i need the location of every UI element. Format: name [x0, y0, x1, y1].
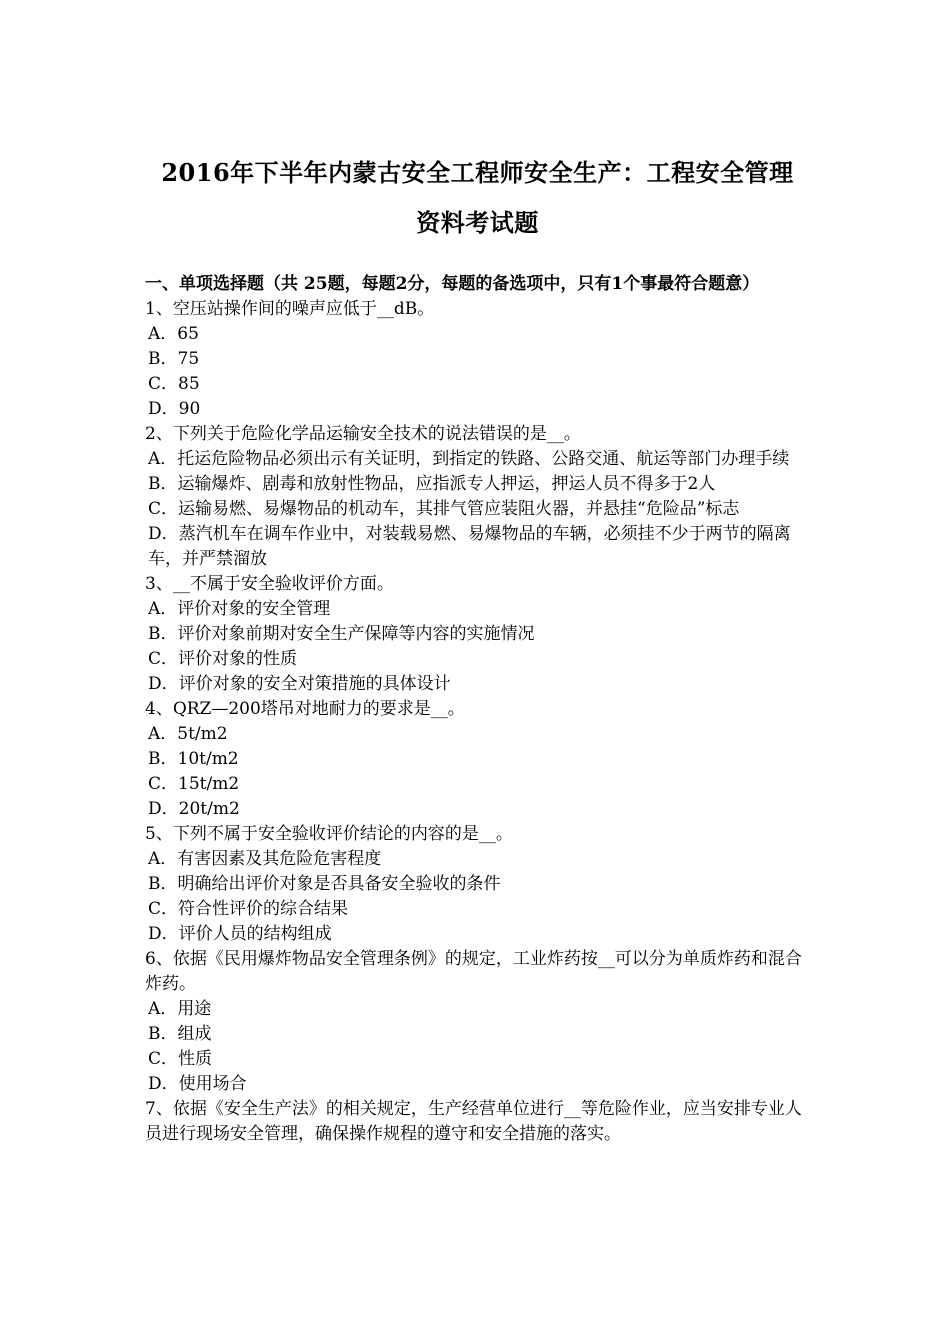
option-text: 明确给出评价对象是否具备安全验收的条件 — [177, 874, 501, 894]
option-text: 5t/m2 — [177, 724, 228, 744]
option-letter: A． — [148, 449, 178, 469]
option-text: 评价对象的安全对策措施的具体设计 — [178, 674, 451, 694]
option-b — [145, 347, 810, 372]
option-d — [145, 672, 810, 697]
option-letter: A． — [148, 324, 178, 344]
option-letter: B． — [148, 874, 178, 894]
option-letter: D． — [148, 1074, 179, 1094]
option-letter: B． — [148, 1024, 178, 1044]
option-text: 85 — [178, 374, 200, 394]
option-text: 10t/m2 — [177, 749, 239, 769]
option-text: 托运危险物品必须出示有关证明，到指定的铁路、公路交通、航运等部门办理手续 — [177, 449, 790, 469]
option-c — [145, 497, 810, 522]
option-text: 组成 — [177, 1024, 212, 1044]
option-letter: A． — [148, 849, 178, 869]
option-letter: B． — [148, 624, 178, 644]
title-line-1: 2016年下半年内蒙古安全工程师安全生产：工程安全管理 — [161, 158, 794, 187]
option-text: 用途 — [177, 999, 212, 1019]
option-text: 有害因素及其危险危害程度 — [177, 849, 382, 869]
question-stem: 4、QRZ—200塔吊对地耐力的要求是__。 — [145, 699, 465, 719]
option-text: 蒸汽机车在调车作业中，对装载易燃、易爆物品的车辆，必须挂不少于两节的隔离车，并严禁溜放 — [148, 524, 791, 569]
option-d — [145, 522, 810, 572]
question-item — [145, 947, 810, 1097]
option-letter: B． — [148, 749, 178, 769]
option-d — [145, 397, 810, 422]
option-c — [145, 372, 810, 397]
option-text: 运输易燃、易爆物品的机动车，其排气管应装阻火器，并悬挂“危险品”标志 — [178, 499, 740, 519]
option-letter: D． — [148, 799, 179, 819]
option-text: 评价对象的安全管理 — [177, 599, 331, 619]
option-c — [145, 897, 810, 922]
option-c — [145, 772, 810, 797]
option-text: 评价对象的性质 — [178, 649, 298, 669]
option-letter: B． — [148, 474, 178, 494]
option-d — [145, 1072, 810, 1097]
option-a — [145, 722, 810, 747]
section-heading: 一、单项选择题（共 25题，每题2分，每题的备选项中，只有1个事最符合题意） — [145, 274, 760, 294]
option-letter: C． — [148, 774, 179, 794]
option-letter: D． — [148, 674, 179, 694]
option-text: 运输爆炸、剧毒和放射性物品，应指派专人押运，押运人员不得多于2人 — [177, 474, 716, 494]
option-letter: C． — [148, 649, 179, 669]
option-text: 性质 — [178, 1049, 213, 1069]
option-text: 20t/m2 — [178, 799, 240, 819]
question-stem: 3、__不属于安全验收评价方面。 — [145, 574, 394, 594]
option-letter: D． — [148, 399, 179, 419]
question-item — [145, 1097, 810, 1147]
title-line-2: 资料考试题 — [416, 208, 539, 237]
option-letter: C． — [148, 374, 179, 394]
option-text: 使用场合 — [178, 1074, 247, 1094]
question-item — [145, 422, 810, 572]
question-list — [145, 297, 810, 1147]
question-stem: 2、下列关于危险化学品运输安全技术的说法错误的是__。 — [145, 424, 581, 444]
option-letter: B． — [148, 349, 178, 369]
option-letter: A． — [148, 599, 178, 619]
option-letter: C． — [148, 499, 179, 519]
option-d — [145, 922, 810, 947]
option-letter: A． — [148, 724, 178, 744]
option-letter: C． — [148, 1049, 179, 1069]
option-letter: C． — [148, 899, 179, 919]
question-item — [145, 697, 810, 822]
option-b — [145, 622, 810, 647]
document-title — [145, 148, 810, 248]
option-letter: A． — [148, 999, 178, 1019]
option-a — [145, 847, 810, 872]
document-page — [145, 148, 810, 1147]
question-stem: 5、下列不属于安全验收评价结论的内容的是__。 — [145, 824, 513, 844]
option-a — [145, 997, 810, 1022]
option-a — [145, 597, 810, 622]
option-text: 评价人员的结构组成 — [178, 924, 332, 944]
option-letter: D． — [148, 524, 179, 544]
question-item — [145, 572, 810, 697]
option-text: 15t/m2 — [178, 774, 240, 794]
option-text: 评价对象前期对安全生产保障等内容的实施情况 — [177, 624, 535, 644]
option-a — [145, 447, 810, 472]
option-b — [145, 472, 810, 497]
question-item — [145, 822, 810, 947]
question-stem: 1、空压站操作间的噪声应低于__dB。 — [145, 299, 435, 319]
question-item — [145, 297, 810, 422]
question-stem: 7、依据《安全生产法》的相关规定，生产经营单位进行__等危险作业，应当安排专业人员进行现场安全管理，确保操作规程的遵守和安全措施的落实。 — [145, 1099, 802, 1144]
option-b — [145, 1022, 810, 1047]
option-d — [145, 797, 810, 822]
option-a — [145, 322, 810, 347]
option-letter: D． — [148, 924, 179, 944]
option-text: 符合性评价的综合结果 — [178, 899, 349, 919]
option-c — [145, 647, 810, 672]
option-c — [145, 1047, 810, 1072]
option-b — [145, 747, 810, 772]
option-text: 75 — [177, 349, 200, 369]
option-b — [145, 872, 810, 897]
option-text: 90 — [178, 399, 201, 419]
question-stem: 6、依据《民用爆炸物品安全管理条例》的规定，工业炸药按__可以分为单质炸药和混合炸药。 — [145, 949, 802, 994]
option-text: 65 — [177, 324, 199, 344]
